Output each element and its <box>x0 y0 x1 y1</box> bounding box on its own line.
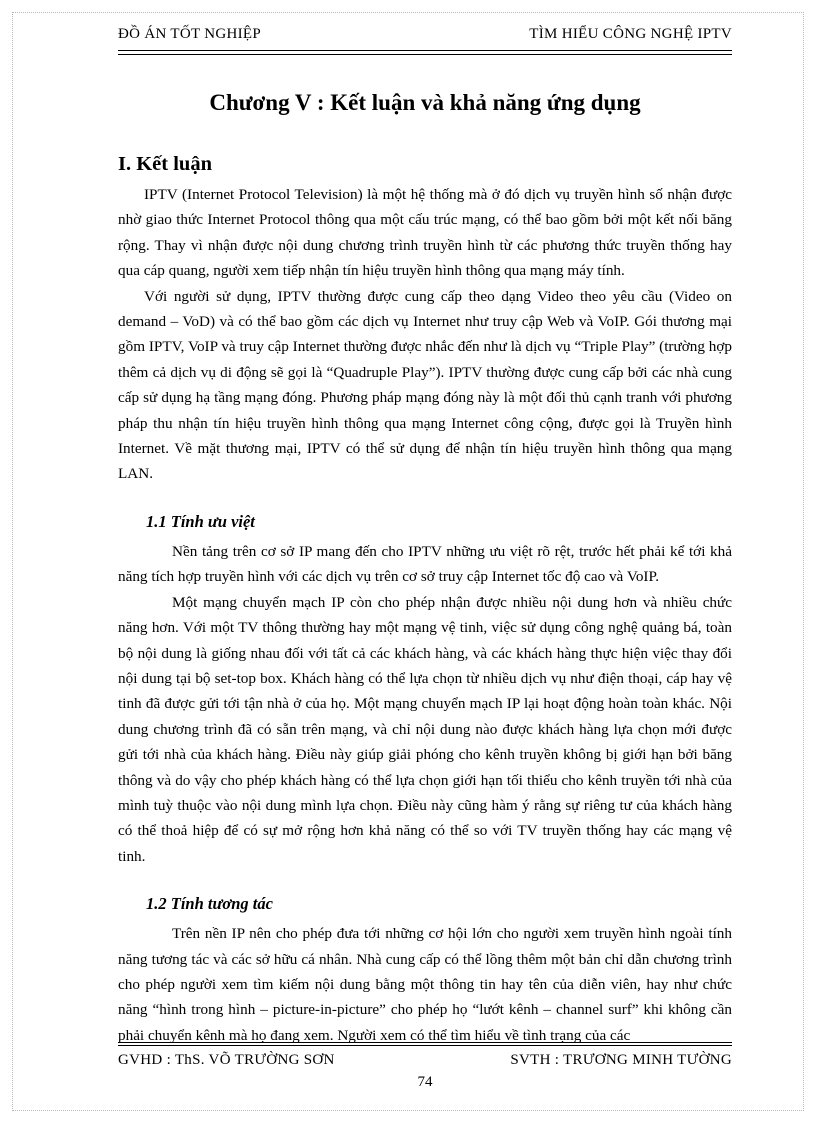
page-number: 74 <box>417 1074 433 1090</box>
header-right: TÌM HIỂU CÔNG NGHỆ IPTV <box>529 26 732 42</box>
paragraph: Nền tảng trên cơ sở IP mang đến cho IPTV những ưu việt rõ rệt, trước hết phải kể tới khả năng tích hợp truyền hình với các dịch vụ trên cơ sở truy cập Internet tốc độ cao và VoIP. <box>118 542 732 586</box>
page-content <box>118 150 732 1048</box>
chapter-title: Chương V : Kết luận và khả năng ứng dụng <box>209 90 641 115</box>
header-rule-inner <box>118 54 732 55</box>
header-rule <box>118 50 732 51</box>
section-heading-1: I. Kết luận <box>118 153 212 175</box>
paragraph: IPTV (Internet Protocol Television) là một hệ thống mà ở đó dịch vụ truyền hình số nhận được nhờ giao thức Internet Protocol thông qua một cấu trúc mạng, có thể bao gồm bởi một kết nối băng rộng. Thay vì nhận được nội dung chương trình truyền hình từ các phương thức truyền thống hay qua cáp quang, người xem tiếp nhận tín hiệu truyền hình thông qua mạng máy tính. <box>118 186 732 280</box>
footer-rule <box>118 1045 732 1046</box>
paragraph: Trên nền IP nên cho phép đưa tới những cơ hội lớn cho người xem truyền hình ngoài tính năng tương tác và các sở hữu cá nhân. Nhà cung cấp có thể lồng thêm một bản chỉ dẫn chương trình cho phép người xem tìm kiếm nội dung bằng một thông tin hay tên của diễn viên, hay như chức năng “hình trong hình – picture-in-picture” cho phép họ “lướt kênh – channel surf” khi không cần phải chuyển kênh mà họ đang xem. Người xem có thể tìm hiểu về tình trạng của các <box>118 925 732 1044</box>
section-heading-1-1: 1.1 Tính ưu việt <box>146 511 255 531</box>
header-left: ĐỒ ÁN TỐT NGHIỆP <box>118 26 261 42</box>
footer-rule-inner <box>118 1042 732 1043</box>
page-footer <box>118 1052 732 1069</box>
paragraph: Một mạng chuyển mạch IP còn cho phép nhận được nhiều nội dung hơn và nhiều chức năng hơn. Với một TV thông thường hay một mạng vệ tinh, việc sử dụng công nghệ quảng bá, toàn bộ nội dung là giống nhau đối với tất cả các khách hàng, và các khách hàng thực hiện việc thay đổi nội dung tại bộ set-top box. Khách hàng có thể lựa chọn từ nhiều dịch vụ như điện thoại, cáp hay vệ tinh đã được gửi tới tận nhà ở của họ. Một mạng chuyển mạch IP lại hoạt động hoàn toàn khác. Nội dung chương trình đã có sẵn trên mạng, và chỉ nội dung nào được khách hàng lựa chọn mới được gửi tới nhà của khách hàng. Điều này giúp giải phóng cho kênh truyền không bị giới hạn bởi băng thông và do vậy cho phép khách hàng có thể lựa chọn giới hạn tối thiểu cho kênh truyền tới nhà của mình tuỳ thuộc vào nội dung mình lựa chọn. Điều này cũng hàm ý rằng sự riêng tư của khách hàng có thể thoả hiệp để có sự mở rộng hơn khả năng có thể so với TV truyền thống hay các mạng vệ tinh. <box>118 593 732 865</box>
paragraph: Với người sử dụng, IPTV thường được cung cấp theo dạng Video theo yêu cầu (Video on demand – VoD) và có thể bao gồm các dịch vụ Internet như truy cập Web và VoIP. Gói thương mại gồm IPTV, VoIP và truy cập Internet thường được nhắc đến như là dịch vụ “Triple Play” (trường hợp thêm cả dịch vụ di động sẽ gọi là “Quadruple Play”). IPTV thường được cung cấp bởi các nhà cung cấp sử dụng hạ tầng mạng đóng. Phương pháp mạng đóng này là một đối thủ cạnh tranh với phương pháp thu nhận tín hiệu truyền hình thông qua mạng Internet công cộng, được gọi là Truyền hình Internet. Về mặt thương mại, IPTV có thể sử dụng để nhận tín hiệu truyền hình thông qua mạng LAN. <box>118 287 732 483</box>
page-header <box>118 26 732 43</box>
footer-right: SVTH : TRƯƠNG MINH TƯỜNG <box>510 1052 732 1068</box>
footer-left: GVHD : ThS. VÕ TRƯỜNG SƠN <box>118 1052 335 1068</box>
section-heading-1-2: 1.2 Tính tương tác <box>146 894 273 914</box>
